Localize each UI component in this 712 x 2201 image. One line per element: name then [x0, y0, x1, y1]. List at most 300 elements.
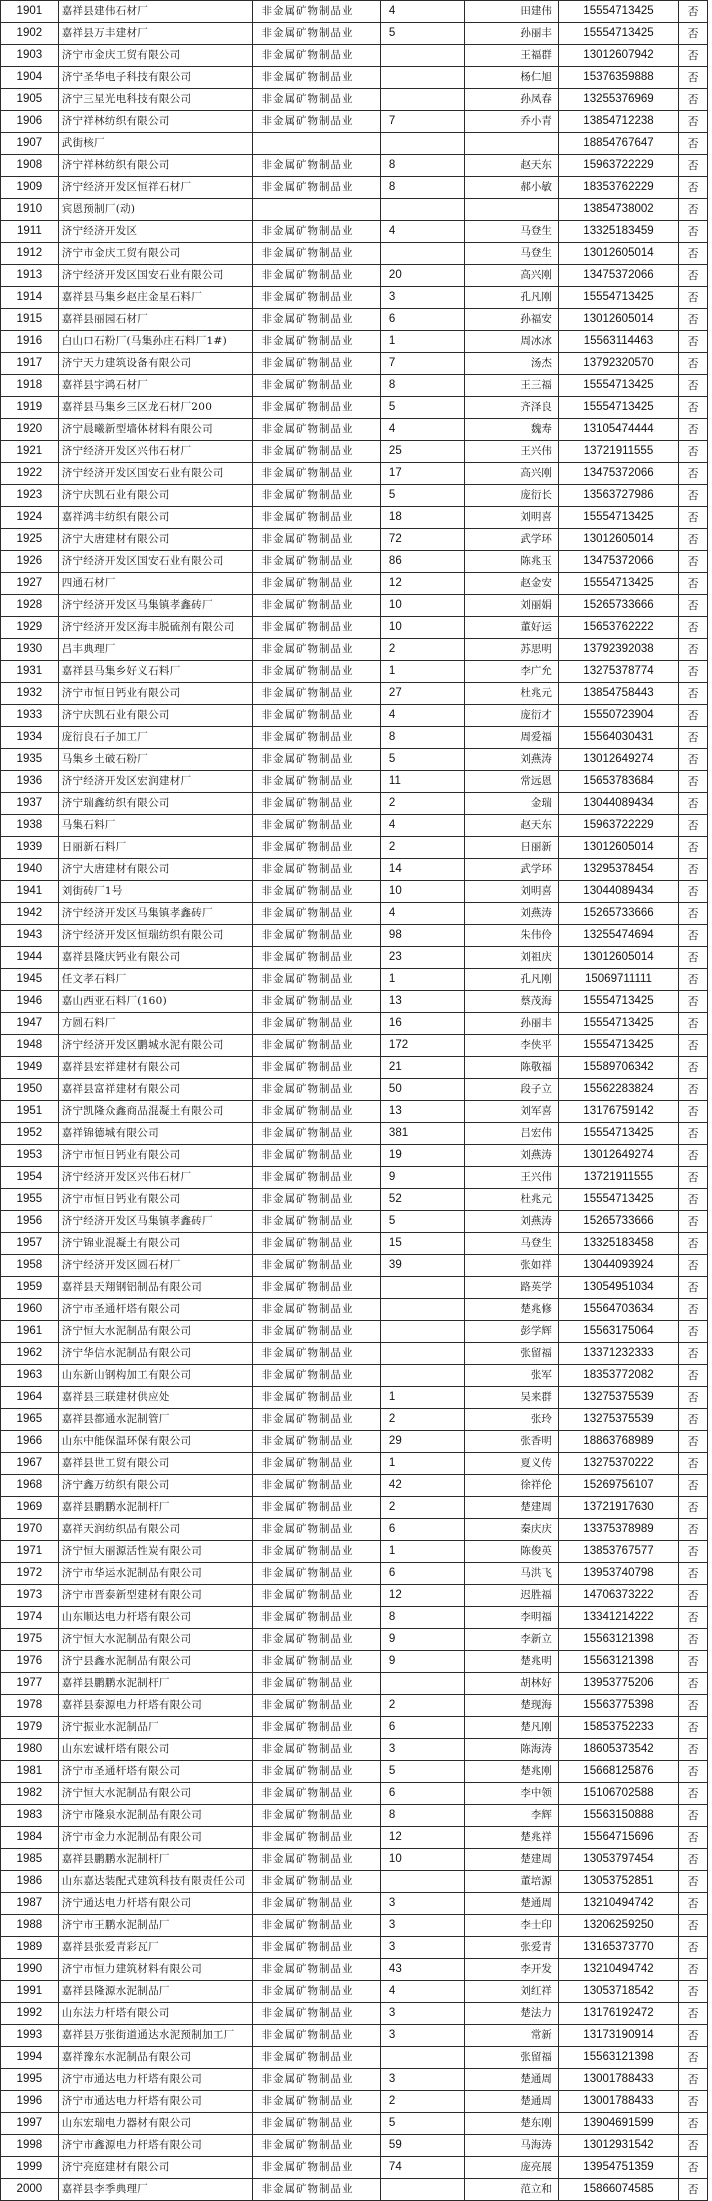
phone-cell: 13105474444	[558, 419, 678, 441]
flag-cell: 否	[679, 1475, 708, 1497]
company-name-cell: 嘉祥县马集乡好义石料厂	[58, 661, 253, 683]
contact-person-cell: 孔凡刚	[465, 287, 559, 309]
company-name-cell: 济宁祥林纺织有限公司	[58, 111, 253, 133]
employee-count-cell: 4	[380, 815, 464, 837]
phone-cell: 13012607942	[558, 45, 678, 67]
contact-person-cell: 楚凡刚	[465, 1717, 559, 1739]
row-number-cell: 1919	[1, 397, 59, 419]
employee-count-cell: 1	[380, 661, 464, 683]
table-row	[1, 1651, 708, 1673]
row-number-cell: 1955	[1, 1189, 59, 1211]
industry-cell: 非金属矿物制品业	[253, 1101, 380, 1123]
table-row	[1, 991, 708, 1013]
table-row	[1, 89, 708, 111]
flag-cell: 否	[679, 1453, 708, 1475]
contact-person-cell: 刘祖庆	[465, 947, 559, 969]
company-name-cell: 济宁经济开发区国安石业有限公司	[58, 265, 253, 287]
flag-cell: 否	[679, 1695, 708, 1717]
employee-count-cell: 172	[380, 1035, 464, 1057]
industry-cell: 非金属矿物制品业	[253, 1255, 380, 1277]
row-number-cell: 1907	[1, 133, 59, 155]
table-row	[1, 1673, 708, 1695]
table-row	[1, 639, 708, 661]
contact-person-cell: 杨仁旭	[465, 67, 559, 89]
company-name-cell: 济宁市金庆工贸有限公司	[58, 45, 253, 67]
table-row	[1, 199, 708, 221]
table-row	[1, 1981, 708, 2003]
contact-person-cell: 陈俊英	[465, 1541, 559, 1563]
contact-person-cell: 李新立	[465, 1629, 559, 1651]
flag-cell: 否	[679, 1365, 708, 1387]
contact-person-cell: 赵天东	[465, 155, 559, 177]
contact-person-cell: 李士印	[465, 1915, 559, 1937]
industry-cell: 非金属矿物制品业	[253, 1849, 380, 1871]
phone-cell: 13721917630	[558, 1497, 678, 1519]
table-row	[1, 133, 708, 155]
phone-cell: 13475372066	[558, 265, 678, 287]
row-number-cell: 1970	[1, 1519, 59, 1541]
industry-cell: 非金属矿物制品业	[253, 1167, 380, 1189]
employee-count-cell: 4	[380, 903, 464, 925]
contact-person-cell: 迟胜福	[465, 1585, 559, 1607]
flag-cell: 否	[679, 1717, 708, 1739]
table-row	[1, 1717, 708, 1739]
phone-cell: 13325183459	[558, 221, 678, 243]
row-number-cell: 1993	[1, 2025, 59, 2047]
industry-cell: 非金属矿物制品业	[253, 1431, 380, 1453]
company-name-cell: 济宁大唐建材有限公司	[58, 529, 253, 551]
phone-cell: 13325183458	[558, 1233, 678, 1255]
table-row	[1, 925, 708, 947]
flag-cell: 否	[679, 1233, 708, 1255]
phone-cell: 15554713425	[558, 23, 678, 45]
employee-count-cell: 23	[380, 947, 464, 969]
phone-cell: 15653762222	[558, 617, 678, 639]
contact-person-cell	[465, 133, 559, 155]
industry-cell: 非金属矿物制品业	[253, 551, 380, 573]
industry-cell: 非金属矿物制品业	[253, 2179, 380, 2201]
employee-count-cell: 3	[380, 2025, 464, 2047]
employee-count-cell: 8	[380, 727, 464, 749]
table-row	[1, 1607, 708, 1629]
phone-cell: 18353772082	[558, 1365, 678, 1387]
employee-count-cell: 3	[380, 1893, 464, 1915]
phone-cell: 15069711111	[558, 969, 678, 991]
contact-person-cell: 张玲	[465, 1409, 559, 1431]
employee-count-cell: 4	[380, 1, 464, 23]
contact-person-cell: 楚建周	[465, 1849, 559, 1871]
flag-cell: 否	[679, 375, 708, 397]
row-number-cell: 1968	[1, 1475, 59, 1497]
row-number-cell: 1960	[1, 1299, 59, 1321]
row-number-cell: 1933	[1, 705, 59, 727]
table-row	[1, 1827, 708, 1849]
employee-count-cell: 10	[380, 881, 464, 903]
employee-count-cell: 59	[380, 2135, 464, 2157]
row-number-cell: 1935	[1, 749, 59, 771]
table-row	[1, 45, 708, 67]
company-name-cell: 嘉祥县李季典理厂	[58, 2179, 253, 2201]
contact-person-cell: 陈海涛	[465, 1739, 559, 1761]
contact-person-cell: 李辉	[465, 1805, 559, 1827]
company-name-cell: 嘉祥县鹏鹏水泥制杆厂	[58, 1849, 253, 1871]
flag-cell: 否	[679, 177, 708, 199]
phone-cell: 13054951034	[558, 1277, 678, 1299]
employee-count-cell: 8	[380, 177, 464, 199]
company-name-cell: 山东新山钢构加工有限公司	[58, 1365, 253, 1387]
employee-count-cell: 2	[380, 2091, 464, 2113]
contact-person-cell: 楚东刚	[465, 2113, 559, 2135]
contact-person-cell: 常新	[465, 2025, 559, 2047]
table-row	[1, 463, 708, 485]
contact-person-cell: 刘军喜	[465, 1101, 559, 1123]
employee-count-cell: 8	[380, 375, 464, 397]
table-row	[1, 1299, 708, 1321]
phone-cell: 15106702588	[558, 1783, 678, 1805]
table-row	[1, 2157, 708, 2179]
contact-person-cell: 蔡茂海	[465, 991, 559, 1013]
contact-person-cell: 苏思明	[465, 639, 559, 661]
contact-person-cell: 刘燕涛	[465, 1145, 559, 1167]
contact-person-cell: 楚建周	[465, 1497, 559, 1519]
row-number-cell: 1978	[1, 1695, 59, 1717]
table-row	[1, 1365, 708, 1387]
company-name-cell: 济宁市王鹏水泥制品厂	[58, 1915, 253, 1937]
row-number-cell: 1929	[1, 617, 59, 639]
table-row	[1, 1123, 708, 1145]
row-number-cell: 1950	[1, 1079, 59, 1101]
phone-cell: 13165373770	[558, 1937, 678, 1959]
phone-cell: 13375378989	[558, 1519, 678, 1541]
company-name-cell: 济宁市通达电力杆塔有限公司	[58, 2091, 253, 2113]
flag-cell: 否	[679, 683, 708, 705]
contact-person-cell: 周爱福	[465, 727, 559, 749]
row-number-cell: 1903	[1, 45, 59, 67]
employee-count-cell: 2	[380, 793, 464, 815]
contact-person-cell: 张留福	[465, 2047, 559, 2069]
phone-cell: 15554713425	[558, 1123, 678, 1145]
company-name-cell: 济宁县鑫水泥制品有限公司	[58, 1651, 253, 1673]
employee-count-cell: 42	[380, 1475, 464, 1497]
phone-cell: 15554713425	[558, 573, 678, 595]
company-name-cell: 济宁庆凯石业有限公司	[58, 705, 253, 727]
contact-person-cell	[465, 199, 559, 221]
industry-cell: 非金属矿物制品业	[253, 243, 380, 265]
industry-cell: 非金属矿物制品业	[253, 1277, 380, 1299]
table-row	[1, 1409, 708, 1431]
contact-person-cell: 汤杰	[465, 353, 559, 375]
employee-count-cell: 5	[380, 485, 464, 507]
employee-count-cell	[380, 1365, 464, 1387]
flag-cell: 否	[679, 1585, 708, 1607]
employee-count-cell: 10	[380, 1849, 464, 1871]
phone-cell: 15563150888	[558, 1805, 678, 1827]
employee-count-cell: 1	[380, 1541, 464, 1563]
phone-cell: 13792320570	[558, 353, 678, 375]
phone-cell: 13853767577	[558, 1541, 678, 1563]
contact-person-cell: 常远恩	[465, 771, 559, 793]
contact-person-cell: 胡林好	[465, 1673, 559, 1695]
contact-person-cell: 刘燕涛	[465, 749, 559, 771]
phone-cell: 13904691599	[558, 2113, 678, 2135]
flag-cell: 否	[679, 1321, 708, 1343]
table-row	[1, 1519, 708, 1541]
table-row	[1, 793, 708, 815]
industry-cell: 非金属矿物制品业	[253, 2091, 380, 2113]
industry-cell: 非金属矿物制品业	[253, 1211, 380, 1233]
company-name-cell: 济宁华信水泥制品有限公司	[58, 1343, 253, 1365]
phone-cell: 13012605014	[558, 837, 678, 859]
flag-cell: 否	[679, 507, 708, 529]
phone-cell: 15554713425	[558, 507, 678, 529]
employee-count-cell: 2	[380, 1409, 464, 1431]
row-number-cell: 1906	[1, 111, 59, 133]
phone-cell: 13953775206	[558, 1673, 678, 1695]
table-row	[1, 309, 708, 331]
industry-cell: 非金属矿物制品业	[253, 1079, 380, 1101]
industry-cell: 非金属矿物制品业	[253, 1563, 380, 1585]
employee-count-cell: 381	[380, 1123, 464, 1145]
company-name-cell: 方圆石料厂	[58, 1013, 253, 1035]
phone-cell: 15853752233	[558, 1717, 678, 1739]
row-number-cell: 1944	[1, 947, 59, 969]
row-number-cell: 1979	[1, 1717, 59, 1739]
phone-cell: 15564715696	[558, 1827, 678, 1849]
contact-person-cell: 刘明喜	[465, 881, 559, 903]
phone-cell: 13954751359	[558, 2157, 678, 2179]
employee-count-cell	[380, 199, 464, 221]
contact-person-cell: 刘丽娟	[465, 595, 559, 617]
table-row	[1, 331, 708, 353]
company-name-cell: 济宁经济开发区	[58, 221, 253, 243]
employee-count-cell: 18	[380, 507, 464, 529]
industry-cell: 非金属矿物制品业	[253, 1673, 380, 1695]
industry-cell: 非金属矿物制品业	[253, 617, 380, 639]
row-number-cell: 1958	[1, 1255, 59, 1277]
industry-cell: 非金属矿物制品业	[253, 2135, 380, 2157]
contact-person-cell: 朱伟伶	[465, 925, 559, 947]
industry-cell: 非金属矿物制品业	[253, 1739, 380, 1761]
flag-cell: 否	[679, 2113, 708, 2135]
industry-cell: 非金属矿物制品业	[253, 1893, 380, 1915]
industry-cell: 非金属矿物制品业	[253, 947, 380, 969]
industry-cell: 非金属矿物制品业	[253, 1937, 380, 1959]
table-body	[1, 1, 708, 2201]
table-row	[1, 67, 708, 89]
table-row	[1, 1277, 708, 1299]
industry-cell: 非金属矿物制品业	[253, 1761, 380, 1783]
company-name-cell: 济宁亮庭建材有限公司	[58, 2157, 253, 2179]
phone-cell: 13053752851	[558, 1871, 678, 1893]
industry-cell: 非金属矿物制品业	[253, 67, 380, 89]
employee-count-cell: 16	[380, 1013, 464, 1035]
table-row	[1, 2135, 708, 2157]
row-number-cell: 1901	[1, 1, 59, 23]
employee-count-cell: 6	[380, 1519, 464, 1541]
row-number-cell: 1977	[1, 1673, 59, 1695]
row-number-cell: 1931	[1, 661, 59, 683]
flag-cell: 否	[679, 925, 708, 947]
table-row	[1, 837, 708, 859]
industry-cell: 非金属矿物制品业	[253, 1541, 380, 1563]
industry-cell: 非金属矿物制品业	[253, 1013, 380, 1035]
employee-count-cell: 1	[380, 1387, 464, 1409]
industry-cell: 非金属矿物制品业	[253, 1585, 380, 1607]
industry-cell: 非金属矿物制品业	[253, 1783, 380, 1805]
table-row	[1, 1453, 708, 1475]
flag-cell: 否	[679, 463, 708, 485]
contact-person-cell: 段子立	[465, 1079, 559, 1101]
industry-cell: 非金属矿物制品业	[253, 815, 380, 837]
company-name-cell: 济宁经济开发区国安石业有限公司	[58, 463, 253, 485]
contact-person-cell: 吴来群	[465, 1387, 559, 1409]
employee-count-cell: 12	[380, 1827, 464, 1849]
flag-cell: 否	[679, 705, 708, 727]
phone-cell: 15265733666	[558, 1211, 678, 1233]
table-row	[1, 661, 708, 683]
company-name-cell: 嘉祥县都通水泥制管厂	[58, 1409, 253, 1431]
contact-person-cell: 李中领	[465, 1783, 559, 1805]
employee-count-cell: 7	[380, 111, 464, 133]
phone-cell: 13371232333	[558, 1343, 678, 1365]
phone-cell: 15554713425	[558, 1013, 678, 1035]
contact-person-cell: 徐祥伦	[465, 1475, 559, 1497]
industry-cell: 非金属矿物制品业	[253, 2113, 380, 2135]
employee-count-cell: 14	[380, 859, 464, 881]
industry-cell: 非金属矿物制品业	[253, 529, 380, 551]
row-number-cell: 1959	[1, 1277, 59, 1299]
row-number-cell: 1994	[1, 2047, 59, 2069]
row-number-cell: 1914	[1, 287, 59, 309]
table-row	[1, 397, 708, 419]
flag-cell: 否	[679, 221, 708, 243]
flag-cell: 否	[679, 1981, 708, 2003]
row-number-cell: 1908	[1, 155, 59, 177]
company-name-cell: 嘉祥县宇鸿石材厂	[58, 375, 253, 397]
company-name-cell: 济宁经济开发区鹏城水泥有限公司	[58, 1035, 253, 1057]
contact-person-cell: 庞衍才	[465, 705, 559, 727]
table-row	[1, 1321, 708, 1343]
industry-cell: 非金属矿物制品业	[253, 727, 380, 749]
industry-cell: 非金属矿物制品业	[253, 573, 380, 595]
row-number-cell: 1957	[1, 1233, 59, 1255]
flag-cell: 否	[679, 991, 708, 1013]
row-number-cell: 1937	[1, 793, 59, 815]
table-row	[1, 749, 708, 771]
row-number-cell: 1996	[1, 2091, 59, 2113]
table-row	[1, 1233, 708, 1255]
company-name-cell: 山东中能保温环保有限公司	[58, 1431, 253, 1453]
industry-cell: 非金属矿物制品业	[253, 1519, 380, 1541]
table-row	[1, 243, 708, 265]
contact-person-cell: 楚法力	[465, 2003, 559, 2025]
table-row	[1, 155, 708, 177]
flag-cell: 否	[679, 23, 708, 45]
industry-cell: 非金属矿物制品业	[253, 991, 380, 1013]
phone-cell: 13012605014	[558, 309, 678, 331]
row-number-cell: 1969	[1, 1497, 59, 1519]
employee-count-cell: 2	[380, 1695, 464, 1717]
contact-person-cell: 乔小青	[465, 111, 559, 133]
table-row	[1, 1893, 708, 1915]
flag-cell: 否	[679, 1211, 708, 1233]
row-number-cell: 1938	[1, 815, 59, 837]
table-row	[1, 1915, 708, 1937]
employee-count-cell	[380, 2179, 464, 2201]
industry-cell: 非金属矿物制品业	[253, 1827, 380, 1849]
table-row	[1, 617, 708, 639]
table-row	[1, 1937, 708, 1959]
industry-cell: 非金属矿物制品业	[253, 771, 380, 793]
company-name-cell: 济宁市隆泉水泥制品有限公司	[58, 1805, 253, 1827]
contact-person-cell: 赵天东	[465, 815, 559, 837]
industry-cell: 非金属矿物制品业	[253, 507, 380, 529]
contact-person-cell: 楚通周	[465, 2091, 559, 2113]
company-name-cell: 济宁通达电力杆塔有限公司	[58, 1893, 253, 1915]
industry-cell: 非金属矿物制品业	[253, 705, 380, 727]
company-name-cell: 山东宏诚杆塔有限公司	[58, 1739, 253, 1761]
row-number-cell: 1966	[1, 1431, 59, 1453]
flag-cell: 否	[679, 2135, 708, 2157]
phone-cell: 13044093924	[558, 1255, 678, 1277]
industry-cell: 非金属矿物制品业	[253, 749, 380, 771]
table-row	[1, 1585, 708, 1607]
industry-cell: 非金属矿物制品业	[253, 2025, 380, 2047]
phone-cell: 13176759142	[558, 1101, 678, 1123]
table-row	[1, 2025, 708, 2047]
phone-cell: 13053797454	[558, 1849, 678, 1871]
company-name-cell: 济宁锦业混凝土有限公司	[58, 1233, 253, 1255]
contact-person-cell: 陈敬福	[465, 1057, 559, 1079]
flag-cell: 否	[679, 859, 708, 881]
contact-person-cell: 张留福	[465, 1343, 559, 1365]
phone-cell: 13012605014	[558, 947, 678, 969]
industry-cell: 非金属矿物制品业	[253, 1607, 380, 1629]
company-name-cell: 济宁经济开发区兴伟石材厂	[58, 441, 253, 463]
contact-person-cell: 李广允	[465, 661, 559, 683]
flag-cell: 否	[679, 287, 708, 309]
phone-cell: 15554713425	[558, 397, 678, 419]
phone-cell: 13475372066	[558, 463, 678, 485]
employee-count-cell	[380, 1871, 464, 1893]
industry-cell: 非金属矿物制品业	[253, 111, 380, 133]
table-row	[1, 1871, 708, 1893]
company-name-cell: 济宁经济开发区圆石材厂	[58, 1255, 253, 1277]
company-name-cell: 济宁市恒日钙业有限公司	[58, 683, 253, 705]
flag-cell: 否	[679, 1871, 708, 1893]
flag-cell: 否	[679, 1, 708, 23]
industry-cell: 非金属矿物制品业	[253, 1805, 380, 1827]
company-name-cell: 济宁大唐建材有限公司	[58, 859, 253, 881]
table-row	[1, 2003, 708, 2025]
company-name-cell: 宾恩预制厂(动)	[58, 199, 253, 221]
flag-cell: 否	[679, 2157, 708, 2179]
company-name-cell: 济宁市恒日钙业有限公司	[58, 1189, 253, 1211]
contact-person-cell: 路英学	[465, 1277, 559, 1299]
table-row	[1, 2113, 708, 2135]
industry-cell: 非金属矿物制品业	[253, 2069, 380, 2091]
row-number-cell: 1943	[1, 925, 59, 947]
contact-person-cell: 李明福	[465, 1607, 559, 1629]
contact-person-cell: 马登生	[465, 243, 559, 265]
employee-count-cell: 21	[380, 1057, 464, 1079]
industry-cell: 非金属矿物制品业	[253, 925, 380, 947]
table-row	[1, 1629, 708, 1651]
table-row	[1, 969, 708, 991]
company-name-cell: 济宁市圣通杆塔有限公司	[58, 1761, 253, 1783]
phone-cell: 13341214222	[558, 1607, 678, 1629]
phone-cell: 15563775398	[558, 1695, 678, 1717]
